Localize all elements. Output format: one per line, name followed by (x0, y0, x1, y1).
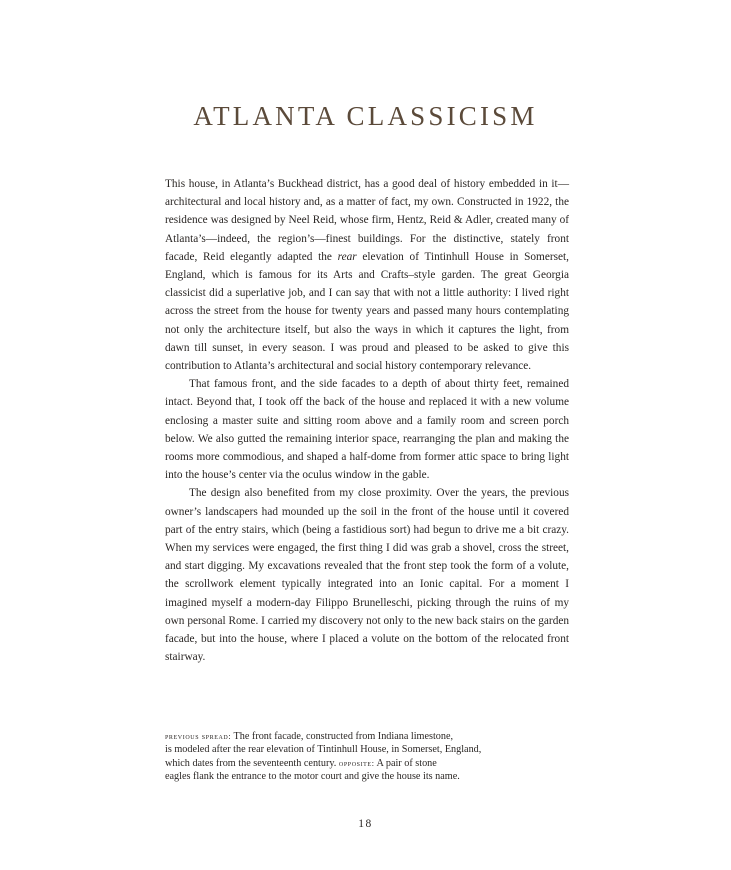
emphasis-rear: rear (337, 250, 357, 263)
paragraph-1-part-b: elevation of Tintinhull House in Somerset, England, which is famous for its Arts and Crafts–style garden. The great Georgia classicist did a superlative job, and I can say that with not a little authority: I lived right across the street from the house for twenty years and passed many hours contemplating not only the architecture itself, but also the ways in which it captures the light, from dawn till sunset, in every season. I was proud and pleased to be asked to give this contribution to Atlanta’s architectural and social history contemporary relevance. (165, 250, 569, 373)
caption-line-3-text: which dates from the seventeenth century. (165, 757, 337, 769)
caption-label-opposite: opposite: (338, 758, 375, 768)
paragraph-1-part-a: This house, in Atlanta’s Buckhead district, has a good deal of history embedded in it—architectural and local history and, as a matter of fact, my own. Constructed in 1922, the residence was designed by Neel Reid, whose firm, Hentz, Reid & Adler, created many of Atlanta’s—indeed, the region’s—finest buildings. For the distinctive, stately front facade, Reid elegantly adapted the (165, 178, 569, 263)
body-text (165, 175, 569, 666)
paragraph-3: The design also benefited from my close proximity. Over the years, the previous owner’s landscapers had mounded up the soil in the front of the house until it covered part of the entry stairs, which (being a fastidious sort) had begun to drive me a bit crazy. When my services were engaged, the first thing I did was grab a shovel, cross the street, and start digging. My excavations revealed that the front step took the form of a volute, the scrollwork element typically integrated into an Ionic capital. For a moment I imagined myself a modern-day Filippo Brunelleschi, picking through the ruins of my own personal Rome. I carried my discovery not only to the new back stairs on the garden facade, but into the house, where I placed a volute on the bottom of the relocated front stairway. (165, 487, 569, 664)
caption-line-3 (165, 757, 535, 770)
caption-line-4: eagles flank the entrance to the motor court and give the house its name. (165, 771, 460, 783)
caption-line-2: is modeled after the rear elevation of Tintinhull House, in Somerset, England, (165, 744, 482, 756)
photo-caption (165, 730, 535, 784)
caption-line-1-text: The front facade, constructed from Indiana limestone, (233, 731, 454, 742)
paragraph-1 (165, 175, 569, 375)
page-title: ATLANTA CLASSICISM (193, 101, 538, 131)
caption-line-3-tail: A pair of stone (376, 757, 437, 769)
page-number: 18 (358, 818, 373, 830)
caption-line-1 (165, 730, 535, 743)
paragraph-2: That famous front, and the side facades to a depth of about thirty feet, remained intact. Beyond that, I took off the back of the house and replaced it with a new volume enclosing a master suite and sitting room above and a family room and screen porch below. We also gutted the remaining interior space, rearranging the plan and making the rooms more commodious, and shaped a half-dome from former attic space to bring light into the house’s center via the oculus window in the gable. (165, 378, 569, 482)
caption-label-previous-spread: previous spread: (165, 732, 232, 741)
